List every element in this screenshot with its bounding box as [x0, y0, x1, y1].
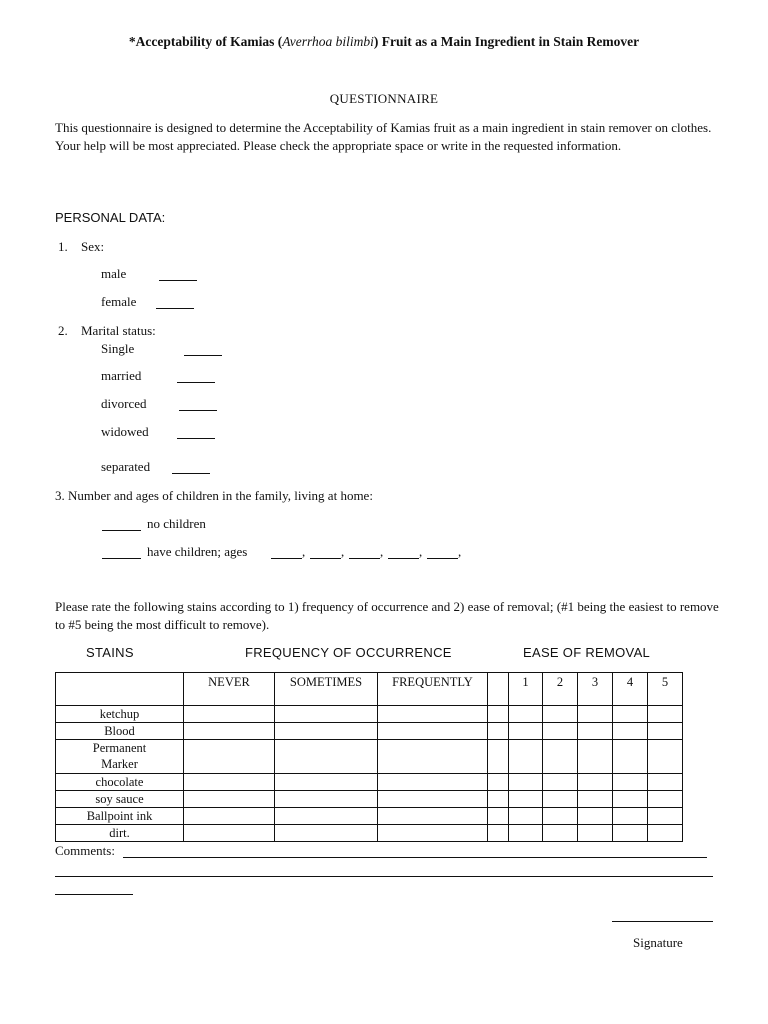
q2-single-blank[interactable]: [184, 343, 222, 356]
cell-rank-5[interactable]: [648, 740, 683, 774]
table-row: [56, 808, 683, 825]
col-rank-2: 2: [543, 673, 578, 706]
col-rank-3: 3: [578, 673, 613, 706]
cell-rank-2[interactable]: [543, 774, 578, 791]
q2-label: Marital status:: [81, 323, 156, 338]
cell-rank-1[interactable]: [509, 706, 543, 723]
comments-line-3[interactable]: [55, 894, 133, 895]
cell-rank-1[interactable]: [509, 825, 543, 842]
cell-rank-4[interactable]: [613, 808, 648, 825]
comma: ,: [341, 544, 345, 559]
q3-age-blank-5[interactable]: [427, 546, 458, 559]
q3-age-blank-4[interactable]: [388, 546, 419, 559]
rating-instructions: Please rate the following stains according to 1) frequency of occurrence and 2) ease of removal; (#1 being the easiest to remove to #5 being the most difficult to remove).: [55, 599, 719, 632]
table-row: [56, 740, 683, 774]
signature-line[interactable]: [612, 921, 713, 922]
cell-rank-3[interactable]: [578, 825, 613, 842]
cell-rank-1[interactable]: [509, 740, 543, 774]
cell-frequently[interactable]: [378, 808, 488, 825]
cell-rank-3[interactable]: [578, 740, 613, 774]
col-sometimes: SOMETIMES: [275, 673, 378, 706]
cell-rank-4[interactable]: [613, 740, 648, 774]
cell-sometimes[interactable]: [275, 723, 378, 740]
cell-frequently[interactable]: [378, 740, 488, 774]
q1-label: Sex:: [81, 239, 105, 254]
q2-separated-blank[interactable]: [172, 461, 210, 474]
cell-rank-2[interactable]: [543, 808, 578, 825]
cell-rank-2[interactable]: [543, 740, 578, 774]
comments-line-2[interactable]: [55, 876, 713, 877]
cell-never[interactable]: [184, 791, 275, 808]
questionnaire-heading: QUESTIONNAIRE: [329, 91, 439, 106]
q1-option-male: male: [101, 266, 127, 281]
q3-age-blank-1[interactable]: [271, 546, 302, 559]
table-row: [56, 791, 683, 808]
comma: ,: [458, 544, 462, 559]
cell-rank-5[interactable]: [648, 825, 683, 842]
comments-line-1[interactable]: [123, 857, 707, 858]
table-header-row: [56, 673, 683, 706]
document-title: *Acceptability of Kamias (Averrhoa bilimbi) Fruit as a Main Ingredient in Stain Remover: [128, 34, 640, 49]
col-never: NEVER: [184, 673, 275, 706]
cell-never[interactable]: [184, 808, 275, 825]
cell-rank-2[interactable]: [543, 825, 578, 842]
stain-name: Blood: [56, 723, 184, 740]
spacer-cell: [488, 791, 509, 808]
header-frequency: FREQUENCY OF OCCURRENCE: [245, 645, 452, 660]
cell-rank-2[interactable]: [543, 791, 578, 808]
cell-rank-3[interactable]: [578, 808, 613, 825]
q3-have-children-blank[interactable]: [102, 546, 141, 559]
spacer-cell: [488, 825, 509, 842]
q3-option-have-children: have children; ages: [147, 544, 248, 559]
cell-frequently[interactable]: [378, 774, 488, 791]
cell-rank-3[interactable]: [578, 723, 613, 740]
intro-paragraph: This questionnaire is designed to determine the Acceptability of Kamias fruit as a main ingredient in stain remover on clothes. Your help will be most appreciated. Please check the appropriate space or write in the requested information.: [55, 120, 712, 153]
stain-name: ketchup: [56, 706, 184, 723]
header-ease: EASE OF REMOVAL: [523, 645, 651, 660]
cell-rank-4[interactable]: [613, 774, 648, 791]
q2-widowed-blank[interactable]: [177, 426, 215, 439]
cell-sometimes[interactable]: [275, 706, 378, 723]
comments-label: Comments:: [55, 843, 115, 858]
stain-rating-table: [55, 672, 683, 842]
signature-label: Signature: [633, 935, 683, 950]
col-rank-5: 5: [648, 673, 683, 706]
stain-name: dirt.: [56, 825, 184, 842]
stain-name: chocolate: [56, 774, 184, 791]
q2-married-blank[interactable]: [177, 370, 215, 383]
spacer-cell: [488, 774, 509, 791]
cell-rank-4[interactable]: [613, 791, 648, 808]
cell-rank-2[interactable]: [543, 723, 578, 740]
cell-rank-5[interactable]: [648, 774, 683, 791]
q2-option-widowed: widowed: [101, 424, 149, 439]
cell-rank-3[interactable]: [578, 706, 613, 723]
cell-rank-5[interactable]: [648, 791, 683, 808]
spacer-cell: [488, 706, 509, 723]
stain-name: Permanent Marker: [56, 740, 184, 774]
stain-name: soy sauce: [56, 791, 184, 808]
q2-option-divorced: divorced: [101, 396, 147, 411]
spacer-cell: [488, 673, 509, 706]
cell-rank-1[interactable]: [509, 808, 543, 825]
cell-never[interactable]: [184, 740, 275, 774]
col-rank-4: 4: [613, 673, 648, 706]
q3-age-blank-2[interactable]: [310, 546, 341, 559]
cell-never[interactable]: [184, 706, 275, 723]
q1-option-female: female: [101, 294, 137, 309]
cell-rank-1[interactable]: [509, 774, 543, 791]
q3-label: 3. Number and ages of children in the family, living at home:: [55, 488, 373, 503]
cell-rank-3[interactable]: [578, 791, 613, 808]
cell-sometimes[interactable]: [275, 825, 378, 842]
stain-header-cell: [56, 673, 184, 706]
q1-female-blank[interactable]: [156, 296, 194, 309]
cell-sometimes[interactable]: [275, 774, 378, 791]
table-row: [56, 706, 683, 723]
stain-name: Ballpoint ink: [56, 808, 184, 825]
comma: ,: [419, 544, 423, 559]
cell-rank-4[interactable]: [613, 706, 648, 723]
cell-sometimes[interactable]: [275, 808, 378, 825]
cell-rank-2[interactable]: [543, 706, 578, 723]
cell-rank-4[interactable]: [613, 723, 648, 740]
q3-option-no-children: no children: [147, 516, 206, 531]
col-frequently: FREQUENTLY: [378, 673, 488, 706]
cell-frequently[interactable]: [378, 825, 488, 842]
table-row: [56, 723, 683, 740]
q2-option-single: Single: [101, 341, 135, 356]
cell-frequently[interactable]: [378, 791, 488, 808]
col-rank-1: 1: [509, 673, 543, 706]
q2-option-separated: separated: [101, 459, 151, 474]
cell-sometimes[interactable]: [275, 740, 378, 774]
comma: ,: [380, 544, 384, 559]
q3-no-children-blank[interactable]: [102, 518, 141, 531]
spacer-cell: [488, 808, 509, 825]
cell-sometimes[interactable]: [275, 791, 378, 808]
q1-number: 1.: [58, 239, 68, 254]
table-row: [56, 825, 683, 842]
q2-number: 2.: [58, 323, 68, 338]
table-row: [56, 774, 683, 791]
cell-rank-5[interactable]: [648, 808, 683, 825]
cell-rank-5[interactable]: [648, 706, 683, 723]
q1-male-blank[interactable]: [159, 268, 197, 281]
scientific-name: Averrhoa bilimbi: [282, 34, 374, 49]
cell-rank-4[interactable]: [613, 825, 648, 842]
spacer-cell: [488, 740, 509, 774]
cell-rank-1[interactable]: [509, 791, 543, 808]
cell-rank-5[interactable]: [648, 723, 683, 740]
q3-age-blank-3[interactable]: [349, 546, 380, 559]
cell-rank-1[interactable]: [509, 723, 543, 740]
cell-never[interactable]: [184, 825, 275, 842]
header-stains: STAINS: [86, 645, 134, 660]
cell-never[interactable]: [184, 723, 275, 740]
personal-data-heading: PERSONAL DATA:: [55, 210, 166, 225]
comma: ,: [302, 544, 306, 559]
cell-never[interactable]: [184, 774, 275, 791]
cell-rank-3[interactable]: [578, 774, 613, 791]
spacer-cell: [488, 723, 509, 740]
cell-frequently[interactable]: [378, 723, 488, 740]
q2-divorced-blank[interactable]: [179, 398, 217, 411]
cell-frequently[interactable]: [378, 706, 488, 723]
q2-option-married: married: [101, 368, 142, 383]
